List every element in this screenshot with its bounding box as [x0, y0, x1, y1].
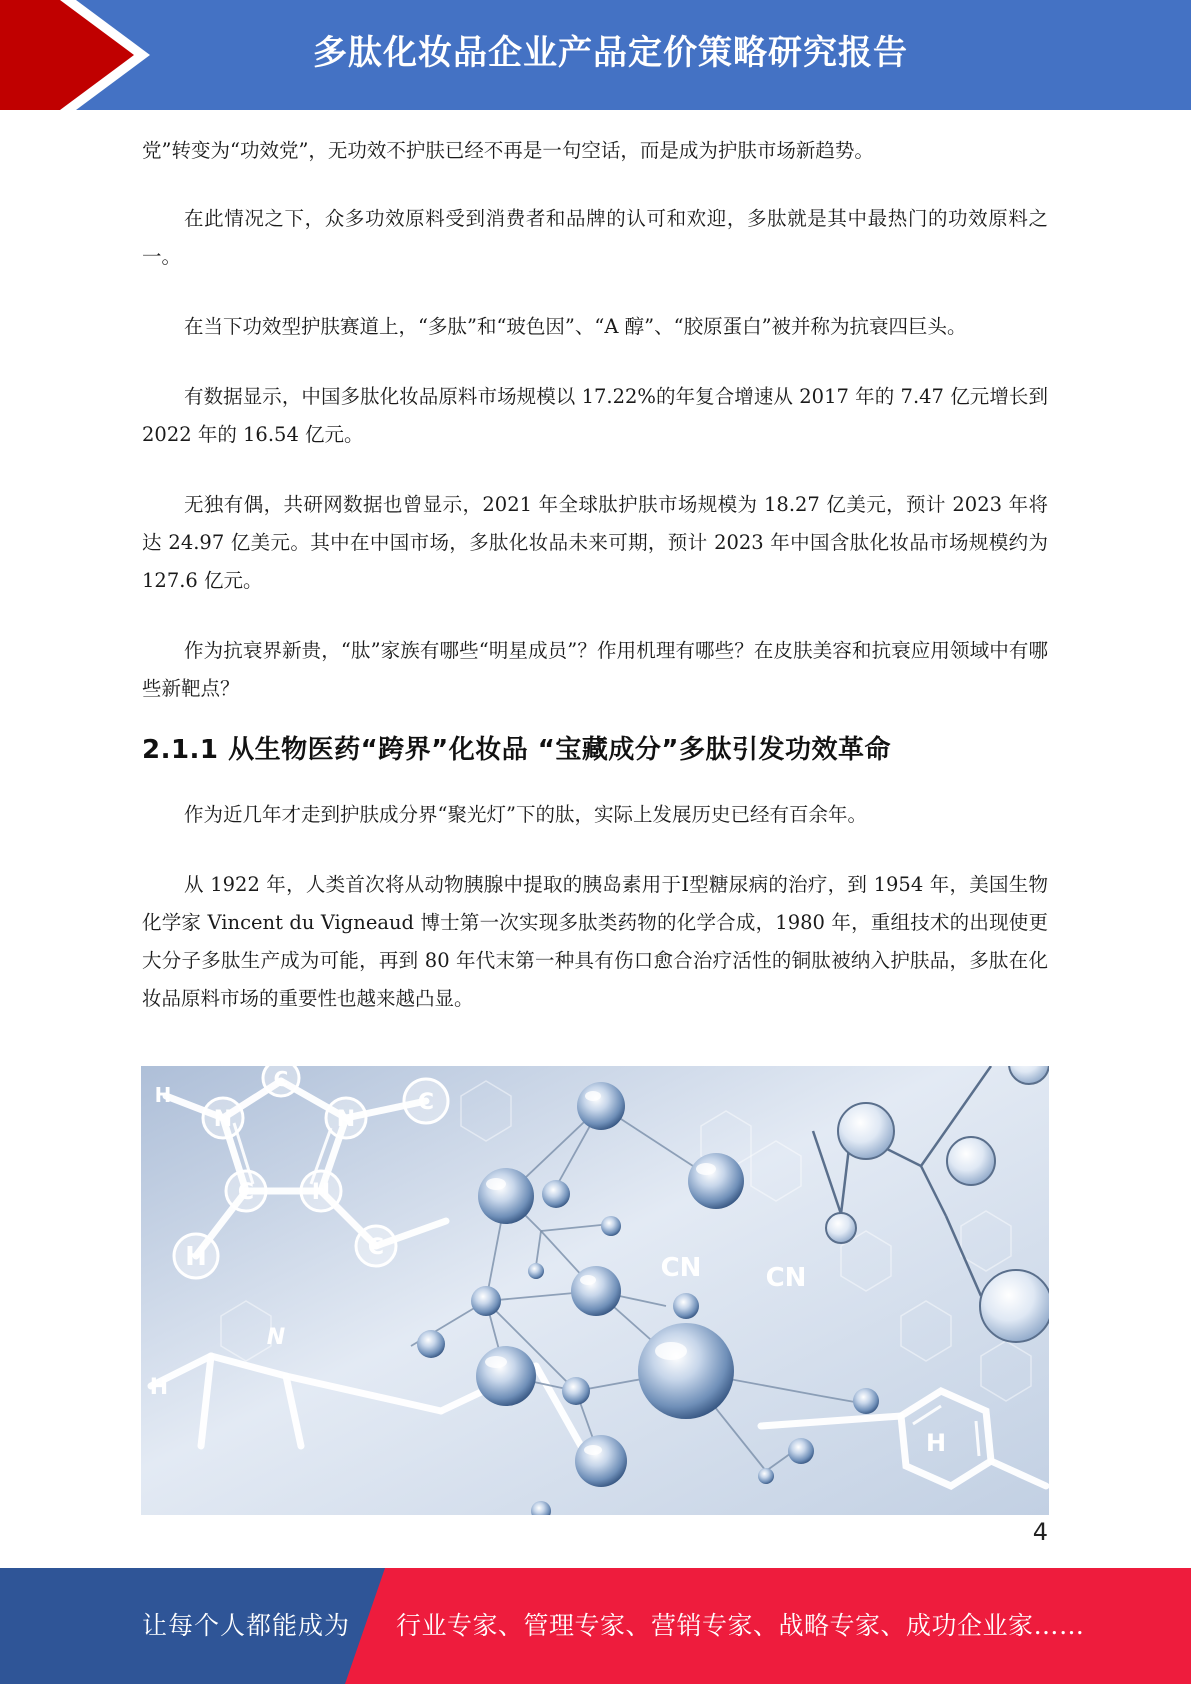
paragraph: 在此情况之下，众多功效原料受到消费者和品牌的认可和欢迎，多肽就是其中最热门的功效原料之一。 — [142, 207, 1048, 268]
page-header — [0, 0, 1191, 110]
footer-slogan-left: 让每个人都能成为 — [142, 1611, 351, 1640]
paragraph: 有数据显示，中国多肽化妆品原料市场规模以 17.22%的年复合增速从 2017 年的 7.47 亿元增长到 2022 年的 16.54 亿元。 — [142, 385, 1048, 446]
molecule-illustration — [141, 1066, 1049, 1515]
paragraph: 作为近几年才走到护肤成分界“聚光灯”下的肽，实际上发展历史已经有百余年。 — [184, 803, 867, 826]
page-footer — [0, 1568, 1191, 1684]
atom-label: H — [311, 1180, 331, 1205]
paragraph: 在当下功效型护肤赛道上，“多肽”和“玻色因”、“A 醇”、“胶原蛋白”被并称为抗衰四巨头。 — [184, 315, 967, 338]
paragraph: 作为抗衰界新贵，“肽”家族有哪些“明星成员”？作用机理有哪些？在皮肤美容和抗衰应用领域中有哪些新靶点？ — [142, 639, 1048, 700]
atom-label: N — [213, 1107, 233, 1132]
paragraph: 无独有偶，共研网数据也曾显示，2021 年全球肽护肤市场规模为 18.27 亿美元，预计 2023 年将达 24.97 亿美元。其中在中国市场，多肽化妆品未来可期，预计 2023 年中国含肽化妆品市场规模约为 127.6 亿元。 — [142, 493, 1048, 592]
atom-label: C — [237, 1180, 255, 1205]
atom-label: H — [149, 1375, 169, 1400]
footer-slogan-right: 行业专家、管理专家、营销专家、战略专家、成功企业家…… — [396, 1611, 1085, 1640]
atom-label: N — [336, 1107, 356, 1132]
section-heading: 2.1.1 从生物医药“跨界”化妆品 “宝藏成分”多肽引发功效革命 — [142, 735, 891, 765]
report-title: 多肽化妆品企业产品定价策略研究报告 — [313, 33, 908, 73]
molecule-graphic — [141, 1066, 1049, 1515]
atom-label: H — [154, 1083, 172, 1107]
atom-label: N — [266, 1325, 286, 1350]
document-body — [142, 132, 1048, 1050]
atom-label: CN — [660, 1253, 702, 1283]
atom-label: H — [925, 1429, 947, 1457]
paragraph: 从 1922 年，人类首次将从动物胰腺中提取的胰岛素用于Ⅰ型糖尿病的治疗，到 1954 年，美国生物化学家 Vincent du Vigneaud 博士第一次实现多肽类药物的化学合成，1980 年，重组技术的出现使更大分子多肽生产成为可能，再到 80 年代末第一种具有伤口愈合治疗活性的铜肽被纳入护肤品，多肽在化妆品原料市场的重要性也越来越凸显。 — [142, 873, 1048, 1010]
atom-label: CN — [765, 1263, 807, 1293]
paragraph-continuation: 党”转变为“功效党”，无功效不护肤已经不再是一句空话，而是成为护肤市场新趋势。 — [142, 139, 874, 162]
atom-label: C — [367, 1235, 385, 1260]
atom-label: C — [273, 1067, 289, 1091]
atom-label: C — [417, 1090, 435, 1115]
atom-label: H — [185, 1242, 207, 1272]
page-number: 4 — [1032, 1518, 1048, 1546]
